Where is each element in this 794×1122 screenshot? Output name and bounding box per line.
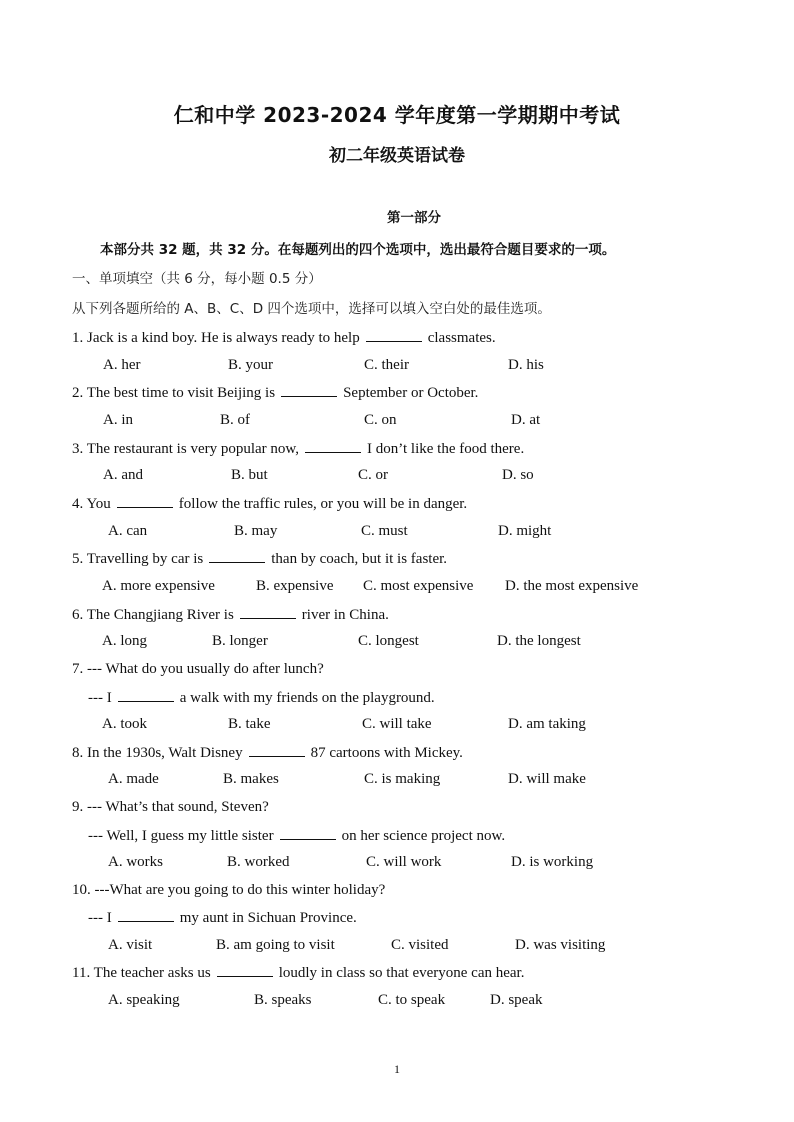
- question-3-option-b: B. but: [231, 467, 268, 483]
- question-7-stem: [88, 689, 435, 707]
- stem-text: 8. In the 1930s, Walt Disney: [72, 745, 243, 761]
- stem-text: I don’t like the food there.: [367, 441, 525, 457]
- stem-text: loudly in class so that everyone can hear.: [278, 965, 525, 981]
- question-10-option-b: B. am going to visit: [216, 937, 335, 953]
- question-5-option-c: C. most expensive: [363, 578, 474, 594]
- question-9-option-a: A. works: [108, 854, 163, 870]
- stem-text: 87 cartoons with Mickey.: [310, 745, 463, 761]
- page-number: 1: [394, 1062, 400, 1076]
- stem-text: --- Well, I guess my little sister: [88, 828, 274, 844]
- question-4-option-d: D. might: [498, 523, 552, 539]
- question-2-option-d: D. at: [511, 412, 541, 428]
- question-5-option-b: B. expensive: [256, 578, 334, 594]
- question-7-option-a: A. took: [102, 716, 147, 732]
- question-8-option-d: D. will make: [508, 771, 586, 787]
- question-7-option-d: D. am taking: [508, 716, 586, 732]
- question-5-stem: [72, 550, 447, 568]
- stem-text: September or October.: [343, 385, 479, 401]
- question-1-option-b: B. your: [228, 357, 273, 373]
- question-6-option-a: A. long: [102, 633, 147, 649]
- answer-blank: [209, 550, 265, 563]
- question-3-stem: [72, 440, 524, 458]
- question-9-option-b: B. worked: [227, 854, 290, 870]
- question-1-option-a: A. her: [103, 357, 141, 373]
- answer-blank: [217, 964, 273, 977]
- question-9-option-d: D. is working: [511, 854, 594, 870]
- question-11-option-d: D. speak: [490, 992, 543, 1008]
- question-6-stem: [72, 606, 389, 624]
- stem-text: 5. Travelling by car is: [72, 551, 204, 567]
- question-5-option-d: D. the most expensive: [505, 578, 639, 594]
- stem-text: classmates.: [427, 330, 496, 346]
- answer-blank: [118, 689, 174, 702]
- question-10-option-d: D. was visiting: [515, 937, 606, 953]
- question-7-option-c: C. will take: [362, 716, 432, 732]
- question-9-option-c: C. will work: [366, 854, 442, 870]
- stem-text: on her science project now.: [341, 828, 506, 844]
- answer-blank: [280, 827, 336, 840]
- question-3-option-d: D. so: [502, 467, 534, 483]
- section-direction: 从下列各题所给的 A、B、C、D 四个选项中，选择可以填入空白处的最佳选项。: [72, 301, 551, 317]
- question-2-stem: [72, 384, 478, 402]
- question-7-option-b: B. take: [228, 716, 271, 732]
- question-1-option-c: C. their: [364, 357, 409, 373]
- question-11-option-b: B. speaks: [254, 992, 312, 1008]
- question-8-stem: [72, 744, 463, 762]
- stem-text: 11. The teacher asks us: [72, 965, 211, 981]
- question-8-option-b: B. makes: [223, 771, 279, 787]
- part-heading: 第一部分: [387, 210, 441, 226]
- part-instruction: 本部分共 32 题，共 32 分。在每题列出的四个选项中，选出最符合题目要求的一项。: [100, 242, 616, 258]
- stem-text: follow the traffic rules, or you will be in danger.: [178, 496, 468, 512]
- stem-text: --- I: [88, 690, 112, 706]
- answer-blank: [281, 384, 337, 397]
- section-heading: 一、单项填空（共 6 分，每小题 0.5 分）: [72, 271, 322, 287]
- question-8-option-a: A. made: [108, 771, 159, 787]
- question-3-option-a: A. and: [103, 467, 143, 483]
- stem-text: 1. Jack is a kind boy. He is always ready to help: [72, 330, 360, 346]
- question-4-option-c: C. must: [361, 523, 408, 539]
- question-10-option-a: A. visit: [108, 937, 153, 953]
- question-10-option-c: C. visited: [391, 937, 449, 953]
- question-4-option-a: A. can: [108, 523, 148, 539]
- answer-blank: [366, 329, 422, 342]
- question-11-stem: [72, 964, 524, 982]
- stem-text: a walk with my friends on the playground.: [179, 690, 435, 706]
- question-9-stem: [88, 827, 505, 845]
- question-10-stem: [88, 909, 357, 927]
- stem-text: --- I: [88, 910, 112, 926]
- answer-blank: [305, 440, 361, 453]
- question-6-option-b: B. longer: [212, 633, 268, 649]
- exam-title: 仁和中学 2023-2024 学年度第一学期期中考试: [173, 103, 621, 127]
- answer-blank: [118, 909, 174, 922]
- question-11-option-a: A. speaking: [108, 992, 180, 1008]
- question-3-option-c: C. or: [358, 467, 388, 483]
- stem-text: 3. The restaurant is very popular now,: [72, 441, 300, 457]
- question-4-stem: [72, 495, 467, 513]
- stem-text: 6. The Changjiang River is: [72, 607, 234, 623]
- question-1-option-d: D. his: [508, 357, 544, 373]
- stem-text: 2. The best time to visit Beijing is: [72, 385, 276, 401]
- question-6-option-d: D. the longest: [497, 633, 581, 649]
- question-2-option-b: B. of: [220, 412, 250, 428]
- question-2-option-c: C. on: [364, 412, 397, 428]
- answer-blank: [240, 606, 296, 619]
- question-6-option-c: C. longest: [358, 633, 419, 649]
- question-2-option-a: A. in: [103, 412, 133, 428]
- stem-text: river in China.: [301, 607, 389, 623]
- question-10-stem: 10. ---What are you going to do this winter holiday?: [72, 882, 386, 898]
- answer-blank: [249, 744, 305, 757]
- answer-blank: [117, 495, 173, 508]
- stem-text: 4. You: [72, 496, 111, 512]
- question-4-option-b: B. may: [234, 523, 278, 539]
- question-7-stem: 7. --- What do you usually do after lunch?: [72, 661, 324, 677]
- question-11-option-c: C. to speak: [378, 992, 446, 1008]
- stem-text: than by coach, but it is faster.: [271, 551, 448, 567]
- question-9-stem: 9. --- What’s that sound, Steven?: [72, 799, 269, 815]
- stem-text: my aunt in Sichuan Province.: [179, 910, 357, 926]
- question-8-option-c: C. is making: [364, 771, 441, 787]
- question-1-stem: [72, 329, 496, 347]
- question-5-option-a: A. more expensive: [102, 578, 215, 594]
- exam-subtitle: 初二年级英语试卷: [329, 146, 465, 166]
